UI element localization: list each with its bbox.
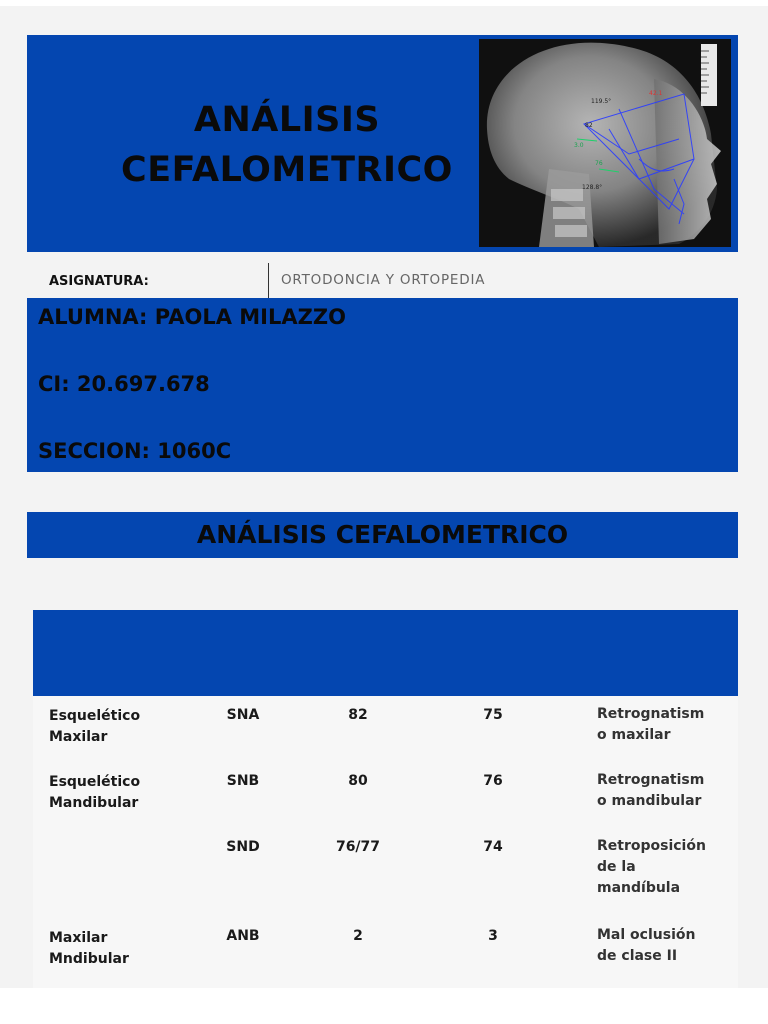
page-title (97, 95, 477, 195)
row-category-line: Maxilar (49, 729, 108, 745)
row-value: 76 (483, 773, 503, 789)
cephalometric-xray-image (479, 39, 731, 247)
row-value: 74 (483, 839, 503, 855)
row-interpretation-line: o maxilar (597, 727, 671, 743)
row-norm: 76/77 (335, 839, 381, 855)
row-measure: SNA (226, 707, 260, 723)
row-category (49, 772, 179, 814)
row-norm: 80 (348, 773, 368, 789)
row-interpretation-line: Retrognatism (597, 706, 705, 722)
row-measure: SND (226, 839, 260, 855)
page-bottom-margin (0, 988, 768, 1024)
row-interpretation-line: o mandibular (597, 793, 702, 809)
page-top-margin (0, 0, 768, 6)
xray-label-2: 42.1 (649, 90, 663, 97)
student-info-banner (27, 298, 738, 472)
row-category-line: Esquelético (49, 774, 141, 790)
subject-divider (268, 263, 269, 299)
row-interpretation (597, 925, 717, 967)
row-value: 3 (488, 928, 498, 944)
cephalometric-table (33, 696, 738, 988)
title-line-2: CEFALOMETRICO (121, 150, 453, 190)
row-category (49, 706, 179, 748)
row-category-line: Mndibular (49, 951, 129, 967)
row-category-line: Maxilar (49, 930, 108, 946)
xray-label-3: 82 (585, 122, 593, 129)
subject-label: ASIGNATURA: (49, 274, 149, 289)
section-banner (27, 512, 738, 558)
row-interpretation (597, 770, 717, 812)
xray-illustration (479, 39, 731, 247)
row-interpretation-line: Retrognatism (597, 772, 705, 788)
student-section: SECCION: 1060C (38, 439, 232, 463)
row-category-line: Esquelético (49, 708, 141, 724)
row-interpretation (597, 836, 717, 899)
row-interpretation (597, 704, 717, 746)
row-interpretation-line: mandíbula (597, 880, 681, 896)
student-name: ALUMNA: PAOLA MILAZZO (38, 305, 346, 329)
row-interpretation-line: Mal oclusión (597, 927, 696, 943)
xray-label-5: 76 (595, 160, 603, 167)
row-interpretation-line: Retroposición (597, 838, 706, 854)
title-line-1: ANÁLISIS (193, 100, 381, 140)
student-ci: CI: 20.697.678 (38, 372, 210, 396)
xray-label-4: 3.0 (574, 142, 584, 149)
row-value: 75 (483, 707, 503, 723)
subject-value: ORTODONCIA Y ORTOPEDIA (281, 272, 486, 288)
xray-label-1: 119.5° (591, 98, 612, 105)
row-category-line: Mandibular (49, 795, 139, 811)
header-banner (27, 35, 738, 252)
row-interpretation-line: de clase II (597, 948, 678, 964)
row-norm: 82 (348, 707, 368, 723)
row-measure: SNB (226, 773, 260, 789)
row-category (49, 928, 179, 970)
row-norm: 2 (353, 928, 363, 944)
xray-label-6: 128.8° (582, 184, 603, 191)
section-title: ANÁLISIS CEFALOMETRICO (196, 520, 569, 549)
row-measure: ANB (226, 928, 260, 944)
row-interpretation-line: de la (597, 859, 636, 875)
table-header-bar (33, 610, 738, 696)
